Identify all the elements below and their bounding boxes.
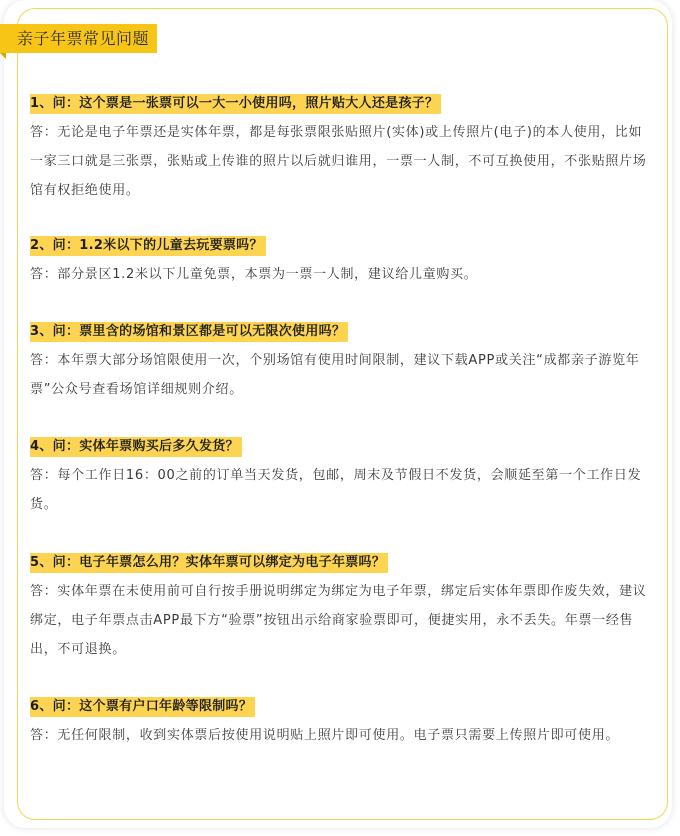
faq-question: 3、问：票里含的场馆和景区都是可以无限次使用吗？ [30, 322, 348, 342]
faq-question: 5、问：电子年票怎么用？实体年票可以绑定为电子年票吗？ [30, 553, 388, 573]
faq-item-6 [30, 695, 619, 750]
faq-item-5 [30, 551, 648, 664]
faq-question: 2、问：1.2米以下的儿童去玩要票吗？ [30, 236, 266, 256]
faq-answer: 答：实体年票在未使用前可自行按手册说明绑定为绑定为电子年票，绑定后实体年票即作废失效，建议绑定，电子年票点击APP最下方“验票”按钮出示给商家验票即可，便捷实用，永不丢失。年票一经售出，不可退换。 [30, 584, 647, 657]
faq-item-2 [30, 234, 477, 289]
faq-item-1 [30, 92, 648, 205]
faq-item-3 [30, 320, 648, 404]
faq-answer: 答：无任何限制，收到实体票后按使用说明贴上照片即可使用。电子票只需要上传照片即可使用。 [30, 728, 620, 743]
title-ribbon-fold [0, 53, 6, 59]
faq-item-4 [30, 435, 648, 519]
faq-question: 6、问：这个票有户口年龄等限制吗？ [30, 697, 255, 717]
faq-answer: 答：本年票大部分场馆限使用一次，个别场馆有使用时间限制，建议下载APP或关注“成都亲子游览年票”公众号查看场馆详细规则介绍。 [30, 353, 640, 397]
faq-question: 1、问：这个票是一张票可以一大一小使用吗，照片贴大人还是孩子？ [30, 94, 441, 114]
faq-answer: 答：部分景区1.2米以下儿童免票，本票为一票一人制，建议给儿童购买。 [30, 267, 478, 282]
faq-question: 4、问：实体年票购买后多久发货？ [30, 437, 242, 457]
page-title: 亲子年票常见问题 [0, 24, 157, 53]
faq-answer: 答：每个工作日16：00之前的订单当天发货，包邮，周末及节假日不发货，会顺延至第一个工作日发货。 [30, 468, 642, 512]
faq-answer: 答：无论是电子年票还是实体年票，都是每张票限张贴照片(实体)或上传照片(电子)的本人使用，比如一家三口就是三张票，张贴或上传谁的照片以后就归谁用，一票一人制，不可互换使用，不张贴照片场馆有权拒绝使用。 [30, 125, 647, 198]
